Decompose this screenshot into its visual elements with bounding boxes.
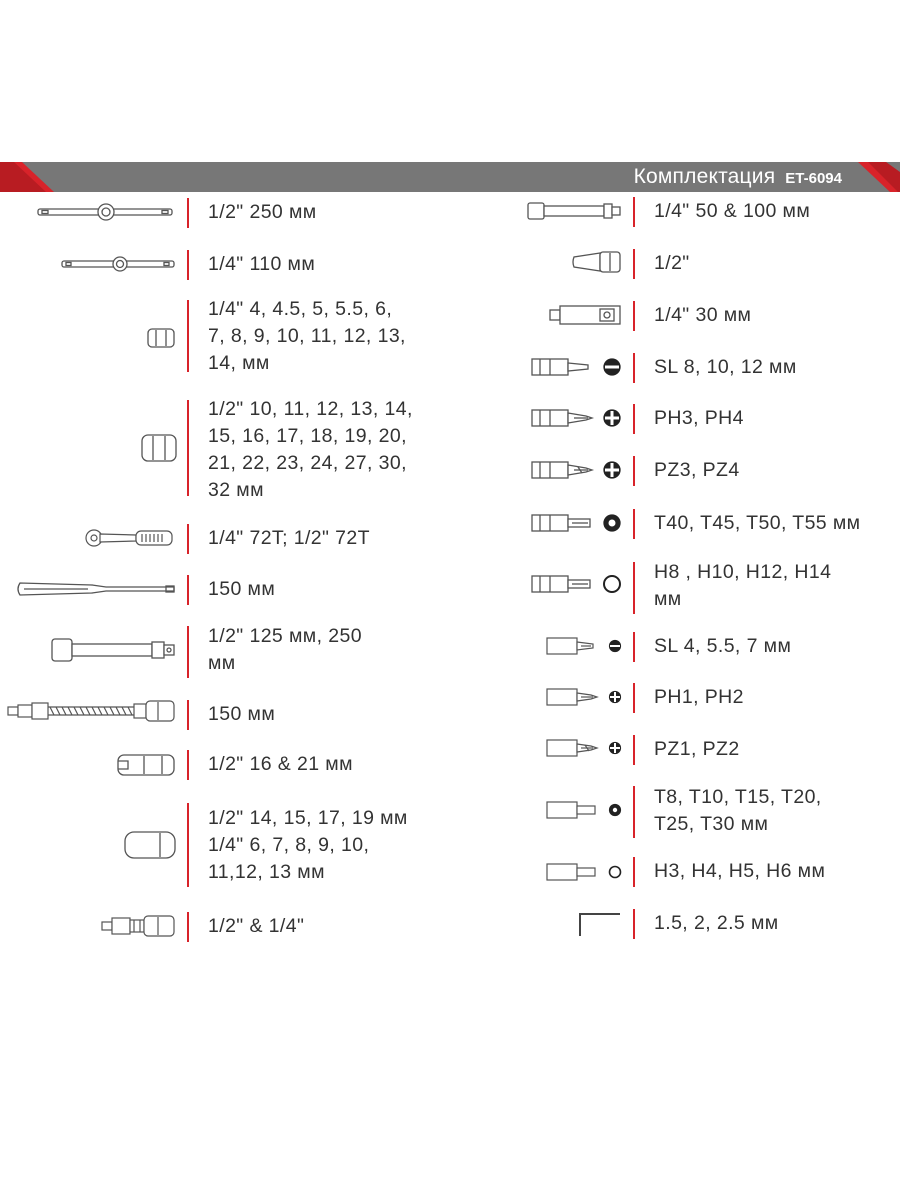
right-item-8-text: SL 4, 5.5, 7 мм xyxy=(654,635,792,657)
left-item-1-text: 1/4" 110 мм xyxy=(208,253,316,275)
right-item-4-text: PH3, PH4 xyxy=(654,407,744,429)
divider xyxy=(633,456,635,486)
divider xyxy=(633,562,635,614)
left-item-3-text: 1/2" 10, 11, 12, 13, 14, 15, 16, 17, 18, 19, 20, 21, 22, 23, 24, 27, 30, 32 мм xyxy=(208,398,413,501)
left-item-7-text: 150 мм xyxy=(208,703,276,725)
divider xyxy=(633,735,635,765)
hex-bit-icon xyxy=(530,572,624,596)
right-item-10-text: PZ1, PZ2 xyxy=(654,738,740,760)
hex-small-bit-icon xyxy=(545,861,623,883)
left-item-4-text: 1/4" 72T; 1/2" 72T xyxy=(208,527,370,549)
divider xyxy=(633,197,635,227)
deep-socket-icon xyxy=(122,828,178,862)
divider xyxy=(633,786,635,838)
left-item-6-text: 1/2" 125 мм, 250 мм xyxy=(208,625,362,674)
socket-icon xyxy=(140,432,178,464)
divider xyxy=(187,700,189,730)
right-item-2-text: 1/4" 30 мм xyxy=(654,304,752,326)
right-item-13-text: 1.5, 2, 2.5 мм xyxy=(654,912,779,934)
phillips-bit-icon xyxy=(530,406,624,430)
left-item-8-text: 1/2" 16 & 21 мм xyxy=(208,753,353,775)
slotted-bit-icon xyxy=(530,355,624,379)
divider xyxy=(633,509,635,539)
divider xyxy=(633,683,635,713)
left-item-2-text: 1/4" 4, 4.5, 5, 5.5, 6, 7, 8, 9, 10, 11, 12, 13, 14, мм xyxy=(208,298,406,374)
right-item-9-text: PH1, PH2 xyxy=(654,686,744,708)
right-item-7-text: H8 , H10, H12, H14 мм xyxy=(654,561,832,610)
divider xyxy=(187,250,189,280)
extension-bar-icon xyxy=(50,636,178,664)
divider xyxy=(187,524,189,554)
pozidriv-bit-icon xyxy=(530,458,624,482)
spinner-handle-icon xyxy=(14,575,178,603)
left-item-0-text: 1/2" 250 мм xyxy=(208,201,317,223)
left-item-5-text: 150 мм xyxy=(208,578,276,600)
phillips-small-bit-icon xyxy=(545,686,623,708)
divider xyxy=(187,626,189,678)
divider xyxy=(187,198,189,228)
model-number: ET-6094 xyxy=(785,170,842,187)
right-item-6-text: T40, T45, T50, T55 мм xyxy=(654,512,861,534)
slotted-small-bit-icon xyxy=(545,635,623,657)
right-item-1-text: 1/2" xyxy=(654,252,690,274)
divider xyxy=(187,750,189,780)
divider xyxy=(187,912,189,942)
divider xyxy=(187,575,189,605)
flexible-extension-icon xyxy=(6,698,178,724)
spark-plug-socket-icon xyxy=(114,751,178,779)
divider xyxy=(187,803,189,887)
sliding-t-bar-small-icon xyxy=(60,253,176,275)
sliding-t-bar-icon xyxy=(34,200,176,224)
divider xyxy=(633,632,635,662)
torx-small-bit-icon xyxy=(545,799,623,821)
divider xyxy=(633,404,635,434)
pozidriv-small-bit-icon xyxy=(545,737,623,759)
universal-joint-icon xyxy=(100,912,178,940)
left-item-9-text: 1/2" 14, 15, 17, 19 мм 1/4" 6, 7, 8, 9, 10, 11,12, 13 мм xyxy=(208,807,408,883)
left-item-10-text: 1/2" & 1/4" xyxy=(208,915,305,937)
right-item-11-text: T8, T10, T15, T20, T25, T30 мм xyxy=(654,786,822,835)
right-item-3-text: SL 8, 10, 12 мм xyxy=(654,356,797,378)
torx-bit-icon xyxy=(530,511,624,535)
divider xyxy=(633,249,635,279)
hex-key-icon xyxy=(576,910,622,940)
banner-title xyxy=(634,163,842,191)
ratchet-icon xyxy=(80,526,176,550)
divider xyxy=(187,400,189,496)
divider xyxy=(633,301,635,331)
divider xyxy=(633,857,635,887)
adapter-icon xyxy=(570,249,624,275)
right-item-12-text: H3, H4, H5, H6 мм xyxy=(654,860,826,882)
divider xyxy=(633,909,635,939)
right-item-0-text: 1/4" 50 & 100 мм xyxy=(654,200,811,222)
catalog-title: Комплектация xyxy=(633,165,776,188)
small-socket-icon xyxy=(146,326,176,350)
right-item-5-text: PZ3, PZ4 xyxy=(654,459,740,481)
divider xyxy=(633,353,635,383)
bit-holder-icon xyxy=(548,302,624,328)
divider xyxy=(187,300,189,372)
extension-icon xyxy=(526,199,622,223)
